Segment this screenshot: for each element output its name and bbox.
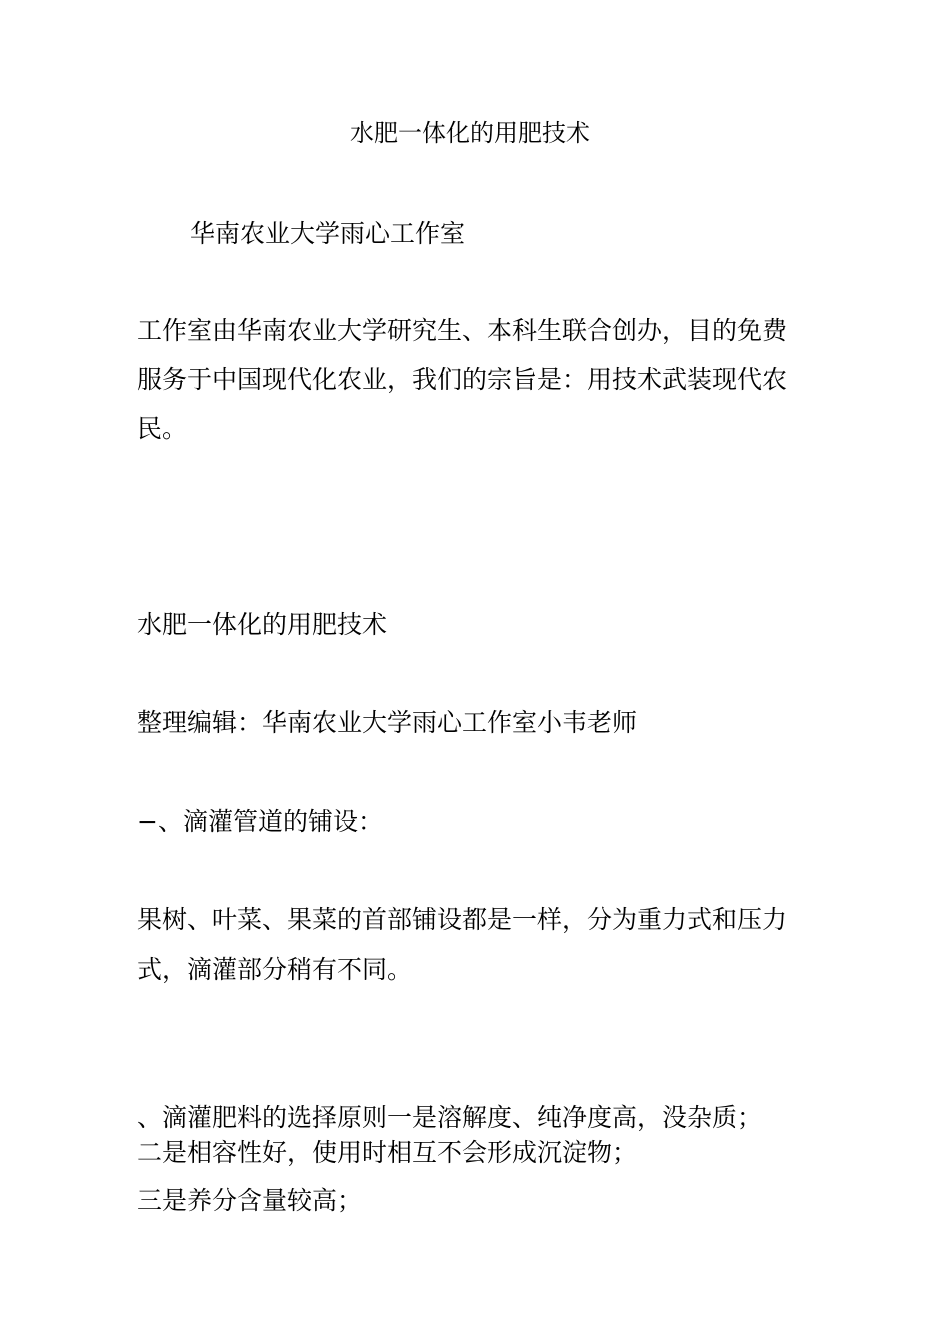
section2-line-1: 、滴灌肥料的选择原则一是溶解度、纯净度高，没杂质； — [137, 1103, 763, 1132]
editor-line: 整理编辑：华南农业大学雨心工作室小韦老师 — [137, 708, 638, 737]
intro-line-2: 服务于中国现代化农业，我们的宗旨是：用技术武装现代农 — [137, 365, 788, 394]
section2-line-2: 二是相容性好，使用时相互不会形成沉淀物； — [137, 1138, 638, 1167]
section1-heading: −、滴灌管道的铺设： — [137, 807, 383, 836]
section1-line-2: 式，滴灌部分稍有不同。 — [137, 955, 413, 984]
section2-line-3: 三是养分含量较高； — [137, 1186, 363, 1215]
section-title: 水肥一体化的用肥技术 — [137, 610, 388, 639]
section1-line-1: 果树、叶菜、果菜的首部铺设都是一样，分为重力式和压力 — [137, 905, 788, 934]
organization-name: 华南农业大学雨心工作室 — [190, 219, 466, 248]
intro-line-1: 工作室由华南农业大学研究生、本科生联合创办，目的免费 — [137, 316, 788, 345]
document-title: 水肥一体化的用肥技术 — [350, 119, 590, 147]
intro-line-3: 民。 — [137, 414, 188, 443]
